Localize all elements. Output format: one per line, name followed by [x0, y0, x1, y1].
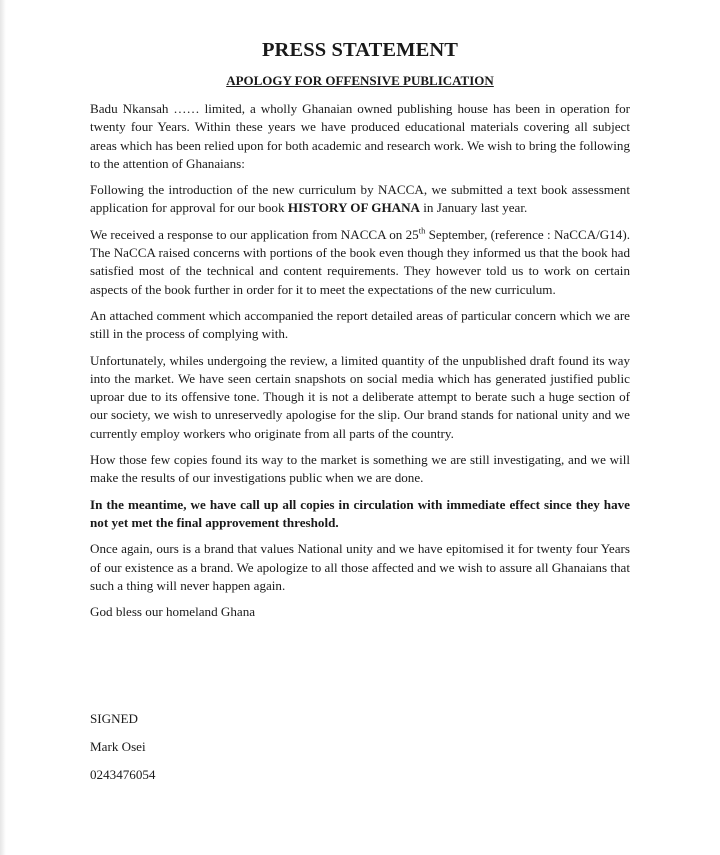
paragraph-response-text-after: September, (reference : NaCCA/G14). The NaCCA raised concerns with portions of the book even though they informed us that the book had satisfied most of the technical and content requirements. They however told us to work on certain aspects of the book further in order for it to meet the expectations of the new curriculum. — [90, 226, 630, 297]
paragraph-assurance: Once again, ours is a brand that values National unity and we have epitomised it for twenty four Years of our existence as a brand. We apologize to all those affected and we wish to assure all Ghanaians that such a thing will never happen again. — [90, 541, 630, 593]
paragraph-closing: God bless our homeland Ghana — [90, 604, 256, 620]
signatory-phone: 0243476054 — [90, 767, 156, 782]
ordinal-suffix: th — [418, 225, 426, 236]
document-title: PRESS STATEMENT — [261, 39, 459, 61]
document-body — [90, 37, 630, 629]
paragraph-intro: Badu Nkansah …… limited, a wholly Ghanaian owned publishing house has been in operation for twenty four Years. Within these years we have produced educational materials covering all subject areas which has been relied upon for both academic and research work. We wish to bring the following to the attention of Ghanaians: — [90, 101, 630, 171]
signatory-name: Mark Osei — [90, 739, 146, 754]
paragraph-recall: In the meantime, we have call up all copies in circulation with immediate effect since they have not yet met the final approvement threshold. — [90, 496, 630, 530]
paragraph-response-text-before: We received a response to our application from NACCA on 25 — [90, 226, 419, 242]
document-subtitle: APOLOGY FOR OFFENSIVE PUBLICATION — [226, 73, 494, 88]
paragraph-investigation: How those few copies found its way to the market is something we are still investigating, and we will make the results of our investigations public when we are done. — [90, 452, 630, 486]
page-edge-shadow — [0, 0, 6, 855]
paragraph-apology: Unfortunately, whiles undergoing the review, a limited quantity of the unpublished draft found its way into the market. We have seen certain snapshots on social media which has generated justified public uproar due to its offensive tone. Though it is not a deliberate attempt to berate such a huge section of our society, we wish to unreservedly apologise for the slip. Our brand stands for national unity and we currently employ workers who originate from all parts of the country. — [90, 352, 630, 441]
paragraph-response — [90, 226, 630, 299]
paragraph-curriculum-text-after: in January last year. — [420, 200, 528, 216]
paragraph-curriculum — [90, 181, 630, 218]
paragraph-curriculum-text-before: Following the introduction of the new curriculum by NACCA, we submitted a text book assessment application for approval for our book — [90, 182, 630, 216]
signed-label: SIGNED — [90, 711, 139, 726]
paragraph-comment: An attached comment which accompanied the report detailed areas of particular concern which we are still in the process of complying with. — [90, 307, 630, 342]
book-title: HISTORY OF GHANA — [287, 200, 421, 216]
